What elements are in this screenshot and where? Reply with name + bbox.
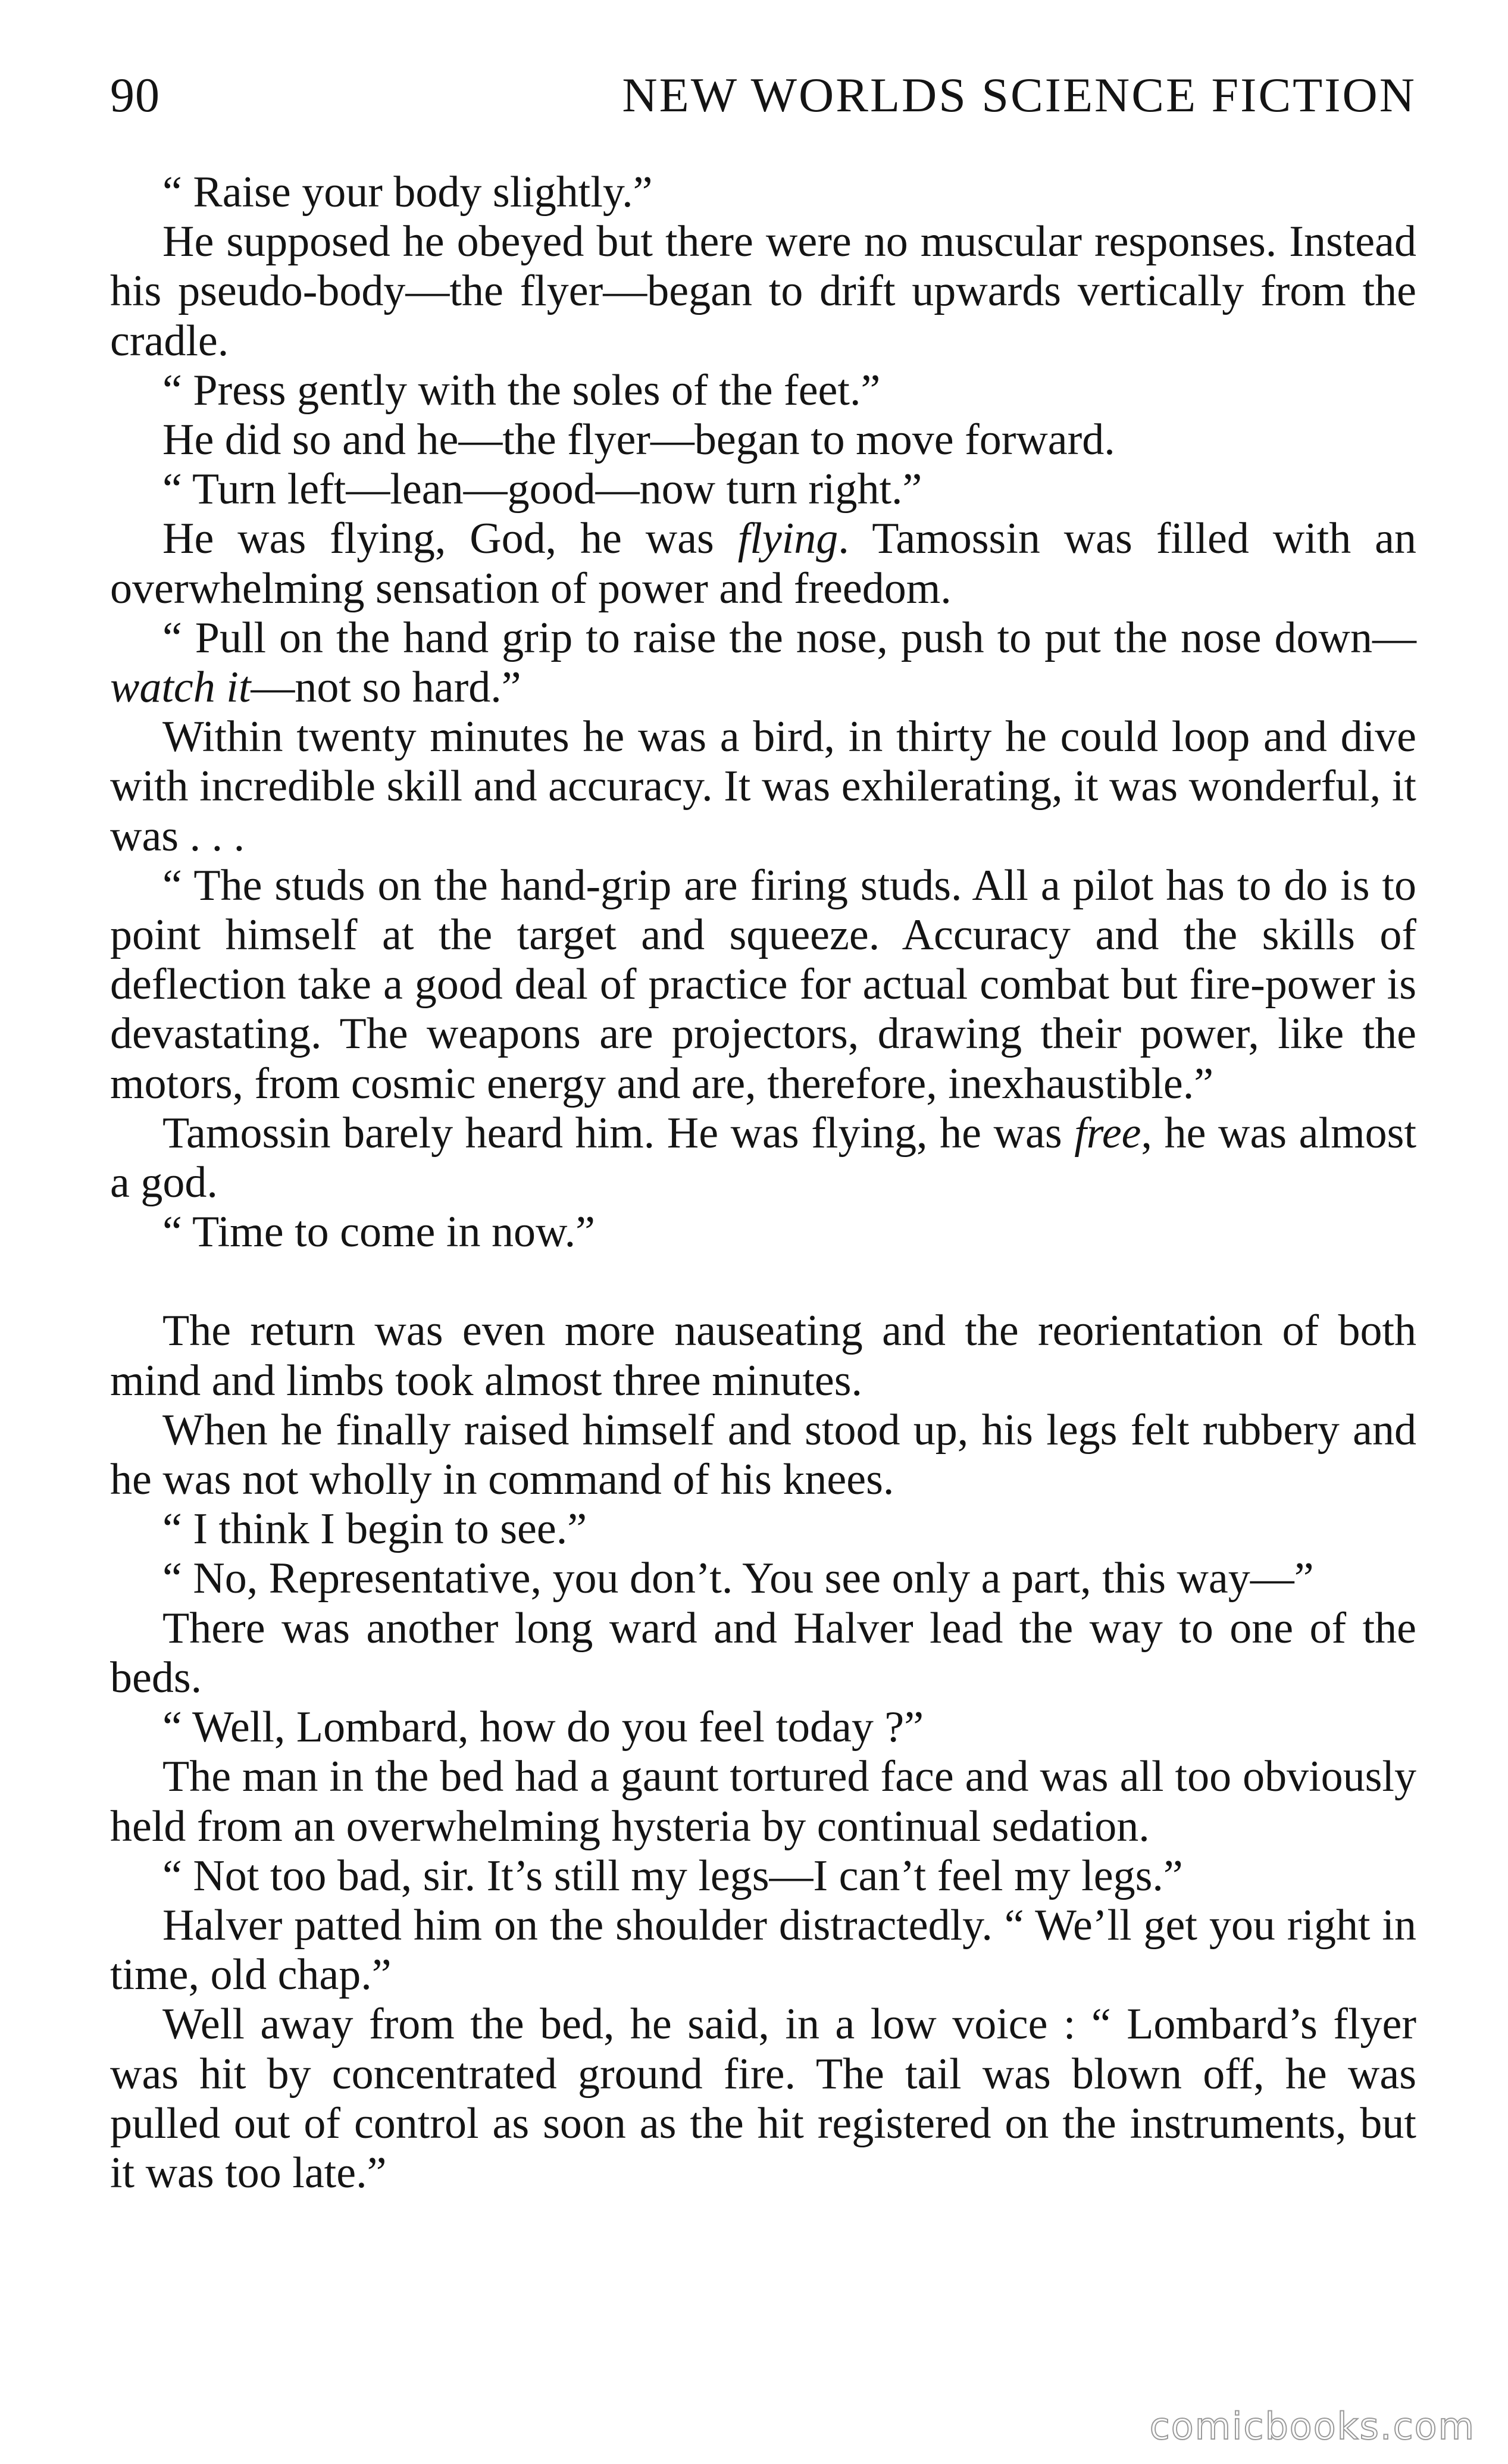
paragraph: He did so and he—the flyer—began to move forward. bbox=[162, 415, 1115, 465]
paragraph: Halver patted him on the shoulder distractedly. “ We’ll get you right in time, old chap.” bbox=[110, 1900, 1416, 2000]
page-header bbox=[110, 65, 1416, 125]
paragraph: “ Time to come in now.” bbox=[162, 1208, 595, 1257]
paragraph: “ The studs on the hand-grip are firing studs. All a pilot has to do is to point himself at the target and squeeze. Accuracy and the skills of deflection take a good deal of practice for actual combat but fire-power is devastating. The weapons are projectors, drawing their power, like the motors, from cosmic energy and are, therefore, inexhaustible.” bbox=[110, 861, 1416, 1108]
paragraph bbox=[110, 614, 1416, 712]
paragraph-text: , he was almost a god. bbox=[110, 1108, 1416, 1208]
paragraph: The return was even more nauseating and the reorientation of both mind and limbs took almost three minutes. bbox=[110, 1306, 1416, 1405]
paragraph: “ Well, Lombard, how do you feel today ?” bbox=[162, 1703, 924, 1752]
running-title: NEW WORLDS SCIENCE FICTION bbox=[622, 68, 1416, 122]
paragraph bbox=[110, 514, 1416, 613]
story-text bbox=[110, 168, 1416, 2198]
book-page bbox=[110, 65, 1416, 2434]
paragraph: Within twenty minutes he was a bird, in thirty he could loop and dive with incredible skill and accuracy. It was exhilerating, it was wonderful, it was . . . bbox=[110, 712, 1416, 861]
paragraph: He supposed he obeyed but there were no muscular responses. Instead his pseudo-body—the flyer—began to drift upwards vertically from the cradle. bbox=[110, 217, 1416, 365]
paragraph-text: He was flying, God, he was bbox=[162, 514, 738, 564]
paragraph-text: “ Pull on the hand grip to raise the nose, push to put the nose down— bbox=[162, 613, 1416, 662]
paragraph-text: —not so hard.” bbox=[251, 663, 521, 712]
paragraph: “ Press gently with the soles of the feet.” bbox=[162, 365, 881, 415]
paragraph: There was another long ward and Halver lead the way to one of the beds. bbox=[110, 1603, 1416, 1702]
paragraph: The man in the bed had a gaunt tortured face and was all too obviously held from an overwhelming hysteria by continual sedation. bbox=[110, 1752, 1416, 1851]
paragraph bbox=[110, 1109, 1416, 1208]
italic-text: flying bbox=[737, 514, 839, 564]
paragraph: “ I think I begin to see.” bbox=[162, 1505, 587, 1554]
paragraph-text: . Tamossin was filled with an overwhelming sensation of power and freedom. bbox=[110, 514, 1417, 613]
paragraph: “ No, Representative, you don’t. You see only a part, this way—” bbox=[162, 1554, 1314, 1603]
paragraph: “ Raise your body slightly.” bbox=[162, 168, 653, 217]
paragraph-text: Tamossin barely heard him. He was flying, he was bbox=[162, 1108, 1075, 1158]
paragraph: “ Not too bad, sir. It’s still my legs—I can’t feel my legs.” bbox=[162, 1851, 1183, 1900]
site-watermark: comicbooks.com bbox=[1149, 2404, 1475, 2448]
paragraph: When he finally raised himself and stood up, his legs felt rubbery and he was not wholly in command of his knees. bbox=[110, 1405, 1416, 1505]
italic-text: free bbox=[1074, 1108, 1141, 1158]
paragraph: “ Turn left—lean—good—now turn right.” bbox=[162, 465, 922, 514]
italic-text: watch it bbox=[110, 663, 251, 712]
paragraph: Well away from the bed, he said, in a low voice : “ Lombard’s flyer was hit by concentrated ground fire. The tail was blown off, he was pulled out of control as soon as the hit registered on the instruments, but it was too late.” bbox=[110, 2000, 1416, 2197]
page-number: 90 bbox=[110, 68, 160, 122]
